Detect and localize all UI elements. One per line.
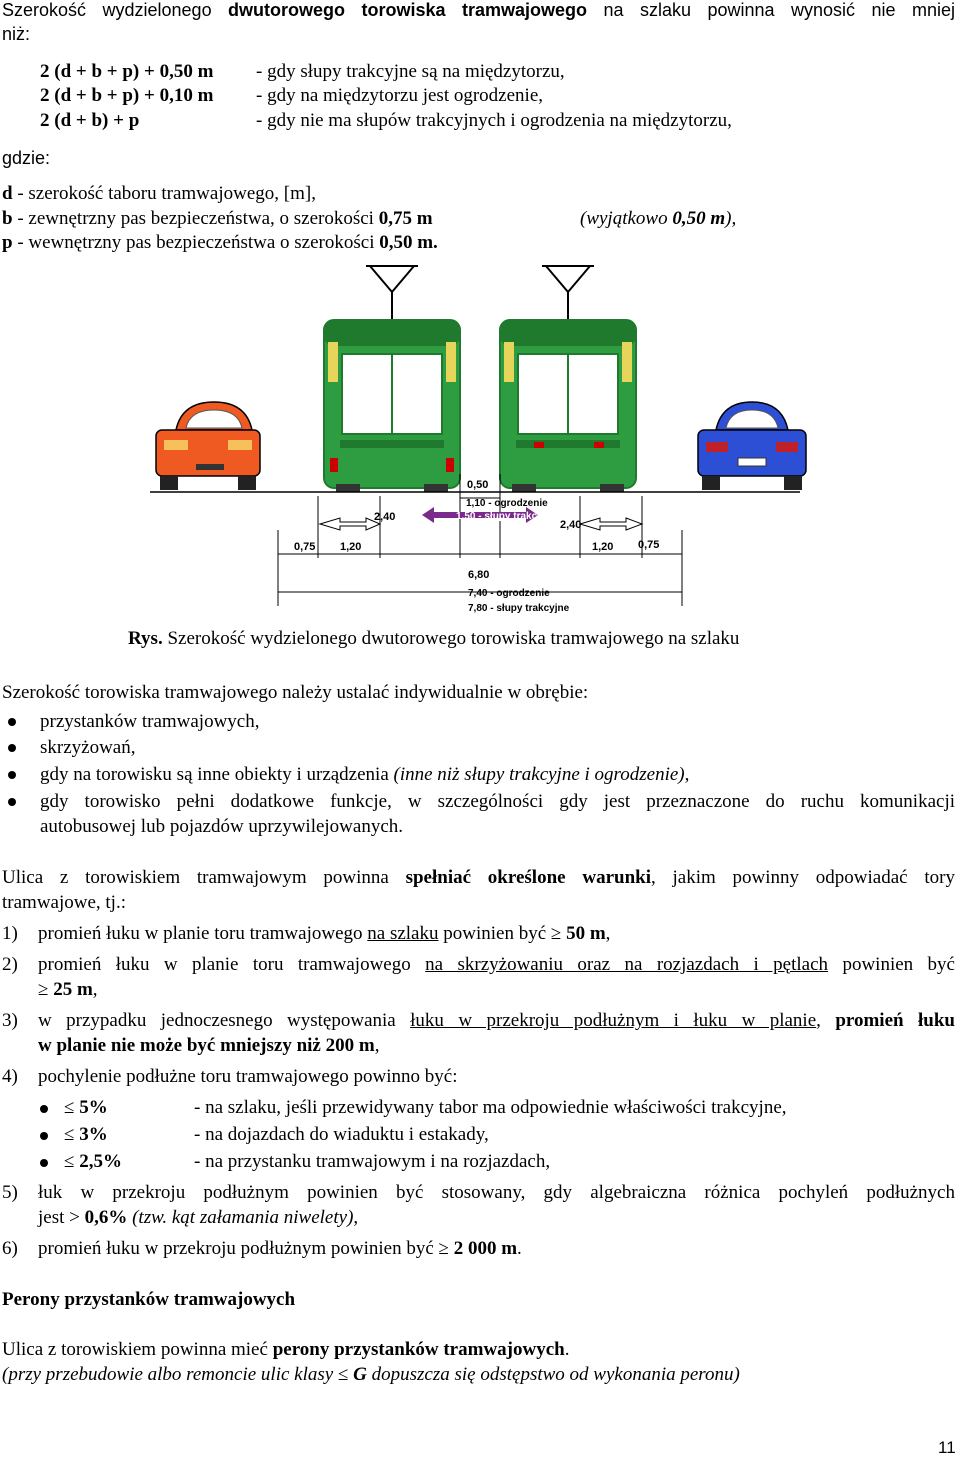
- bullet-intersections: skrzyżowań,: [40, 737, 136, 758]
- definition-b-exception: (wyjątkowo 0,50 m),: [580, 208, 737, 229]
- label-240-left: 2,40: [374, 511, 396, 523]
- label-050: 0,50: [467, 479, 489, 491]
- condition-5-number: 5): [2, 1182, 18, 1203]
- pantograph-right: [542, 266, 594, 320]
- bullet-dot: [40, 1105, 48, 1113]
- label-075-left: 0,75: [294, 541, 316, 553]
- condition-6-number: 6): [2, 1238, 18, 1259]
- slope-2-value: ≤ 3%: [64, 1124, 108, 1145]
- formula-1-condition: - gdy słupy trakcyjne są na międzytorzu,: [256, 61, 565, 82]
- paragraph-scope: Szerokość torowiska tramwajowego należy ustalać indywidualnie w obrębie:: [2, 682, 589, 703]
- label-780: 7,80 - słupy trakcyjne: [468, 603, 570, 614]
- page-number: 11: [938, 1438, 956, 1457]
- paragraph-platforms: Ulica z torowiskiem powinna mieć perony przystanków tramwajowych.: [2, 1339, 570, 1360]
- tram-right: [500, 320, 636, 492]
- bullet-additional-functions-line2: autobusowej lub pojazdów uprzywilejowanych.: [40, 816, 404, 837]
- condition-2-line2: ≥ 25 m,: [38, 979, 98, 1000]
- slope-2-desc: - na dojazdach do wiaduktu i estakady,: [194, 1124, 489, 1145]
- bullet-dot: [8, 798, 16, 806]
- label-740: 7,40 - ogrodzenie: [468, 588, 550, 599]
- condition-3: w przypadku jednoczesnego występowania łuku w przekroju podłużnym i łuku w planie, promień łuku: [38, 1010, 955, 1031]
- definition-b: b - zewnętrzny pas bezpieczeństwa, o szerokości 0,75 m: [2, 208, 433, 229]
- slope-3-value: ≤ 2,5%: [64, 1151, 122, 1172]
- arrow-240-left: [320, 518, 380, 530]
- paragraph-conditions: Ulica z torowiskiem tramwajowym powinna spełniać określone warunki, jakim powinny odpowiadać tory: [2, 867, 955, 888]
- formula-2-condition: - gdy na międzytorzu jest ogrodzenie,: [256, 85, 544, 106]
- label-680: 6,80: [468, 569, 490, 581]
- figure-caption: Rys. Szerokość wydzielonego dwutorowego torowiska tramwajowego na szlaku: [128, 628, 740, 649]
- condition-2: promień łuku w planie toru tramwajowego na skrzyżowaniu oraz na rozjazdach i pętlach powinien być: [38, 954, 955, 975]
- intro-line-2: niż:: [2, 24, 31, 44]
- condition-5: łuk w przekroju podłużnym powinien być stosowany, gdy algebraiczna różnica pochyleń podłużnych: [38, 1182, 955, 1203]
- label-120-right: 1,20: [592, 541, 614, 553]
- label-240-right: 2,40: [560, 519, 582, 531]
- condition-6: promień łuku w przekroju podłużnym powinien być ≥ 2 000 m.: [38, 1238, 522, 1259]
- definition-d: d - szerokość taboru tramwajowego, [m],: [2, 183, 316, 204]
- label-120-left: 1,20: [340, 541, 362, 553]
- slope-1-desc: - na szlaku, jeśli przewidywany tabor ma odpowiednie właściwości trakcyjne,: [194, 1097, 787, 1118]
- condition-3-number: 3): [2, 1010, 18, 1031]
- label-075-right: 0,75: [638, 539, 660, 551]
- formula-1: 2 (d + b + p) + 0,50 m: [40, 61, 214, 82]
- tram-left: [324, 320, 460, 492]
- condition-3-line2: w planie nie może być mniejszy niż 200 m,: [38, 1035, 380, 1056]
- formula-2: 2 (d + b + p) + 0,10 m: [40, 85, 214, 106]
- paragraph-exception: (przy przebudowie albo remoncie ulic klasy ≤ G dopuszcza się odstępstwo od wykonania peronu): [2, 1364, 740, 1385]
- condition-4: pochylenie podłużne toru tramwajowego powinno być:: [38, 1066, 458, 1087]
- slope-3-desc: - na przystanku tramwajowym i na rozjazdach,: [194, 1151, 551, 1172]
- bullet-dot: [40, 1132, 48, 1140]
- definition-p: p - wewnętrzny pas bezpieczeństwa o szerokości 0,50 m.: [2, 232, 438, 253]
- slope-1-value: ≤ 5%: [64, 1097, 108, 1118]
- label-150: 1,50 - słupy trakcyjne: [456, 511, 558, 522]
- bullet-dot: [8, 771, 16, 779]
- condition-5-line2: jest > 0,6% (tzw. kąt załamania niwelety),: [38, 1207, 359, 1228]
- car-left: [156, 402, 260, 490]
- car-right: [698, 402, 806, 490]
- bullet-dot: [8, 744, 16, 752]
- condition-4-number: 4): [2, 1066, 18, 1087]
- section-heading: Perony przystanków tramwajowych: [2, 1289, 296, 1310]
- condition-2-number: 2): [2, 954, 18, 975]
- arrow-240-right: [580, 518, 642, 530]
- tramway-cross-section-diagram: [0, 262, 960, 622]
- condition-1: promień łuku w planie toru tramwajowego na szlaku powinien być ≥ 50 m,: [38, 923, 611, 944]
- bullet-other-objects: gdy na torowisku są inne obiekty i urządzenia (inne niż słupy trakcyjne i ogrodzenie),: [40, 764, 690, 785]
- condition-1-number: 1): [2, 923, 18, 944]
- bullet-additional-functions: gdy torowisko pełni dodatkowe funkcje, w szczególności gdy jest przeznaczone do ruchu komunikacji: [40, 791, 955, 812]
- bullet-dot: [8, 718, 16, 726]
- where-label: gdzie:: [2, 148, 51, 168]
- paragraph-conditions-line2: tramwajowe, tj.:: [2, 892, 126, 913]
- formula-3: 2 (d + b) + p: [40, 110, 140, 131]
- intro-line-1: Szerokość wydzielonego dwutorowego torowiska tramwajowego na szlaku powinna wynosić nie mniej: [2, 0, 955, 20]
- bullet-dot: [40, 1159, 48, 1167]
- bullet-stops: przystanków tramwajowych,: [40, 711, 260, 732]
- pantograph-left: [366, 266, 418, 320]
- formula-3-condition: - gdy nie ma słupów trakcyjnych i ogrodzenia na międzytorzu,: [256, 110, 732, 131]
- label-110: 1,10 - ogrodzenie: [466, 498, 548, 509]
